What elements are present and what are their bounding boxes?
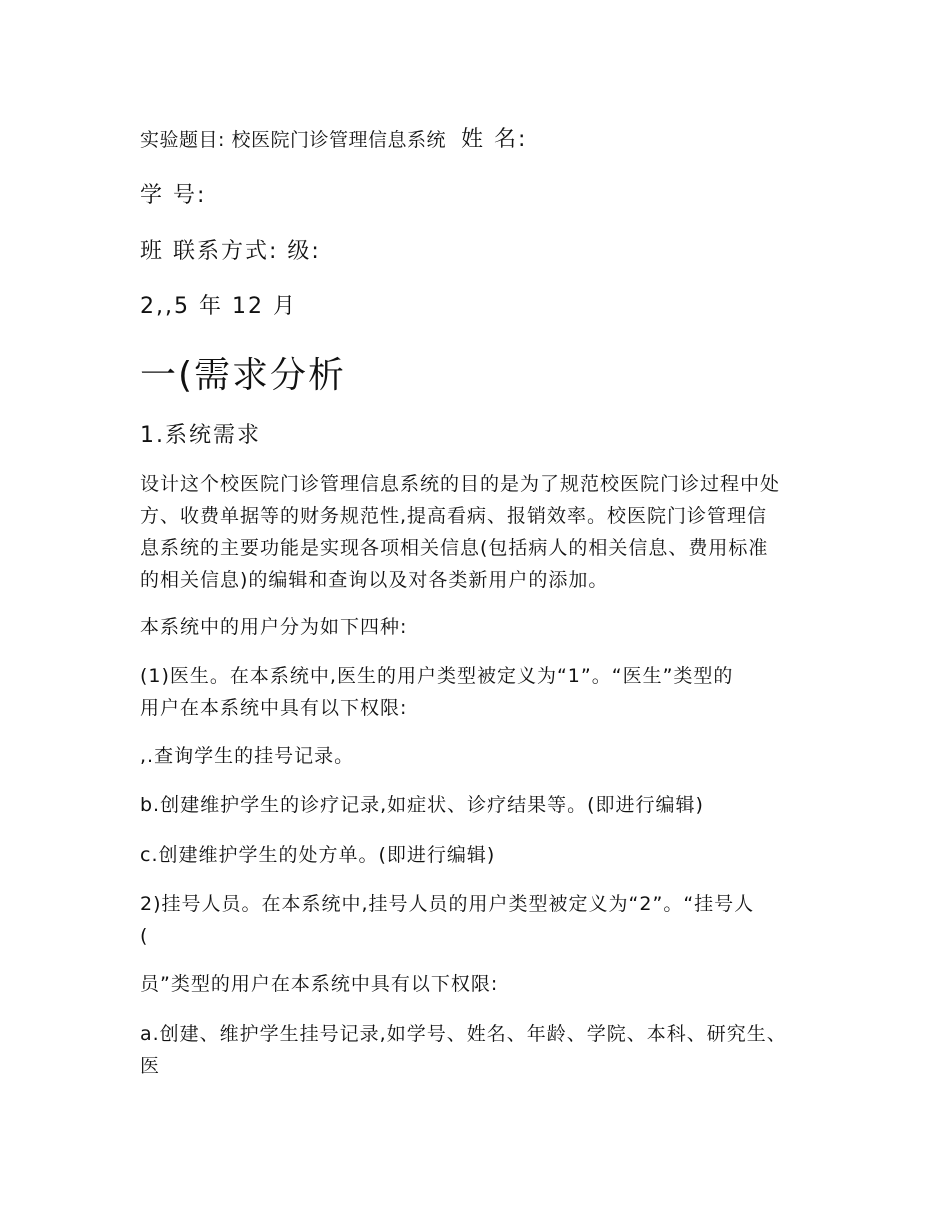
doctor-paragraph bbox=[140, 660, 820, 724]
registrar-line: 2)挂号人员。在本系统中,挂号人员的用户类型被定义为“2”。“挂号人 bbox=[140, 893, 755, 915]
intro-line: 息系统的主要功能是实现各项相关信息(包括病人的相关信息、费用标准 bbox=[140, 537, 769, 559]
intro-paragraph bbox=[140, 468, 820, 596]
registrar-item-a-line: a.创建、维护学生挂号记录,如学号、姓名、年龄、学院、本科、研究生、 bbox=[140, 1023, 787, 1045]
registrar-item-a bbox=[140, 1018, 820, 1082]
doctor-line: 用户在本系统中具有以下权限: bbox=[140, 697, 408, 719]
doctor-line: (1)医生。在本系统中,医生的用户类型被定义为“1”。“医生”类型的 bbox=[140, 665, 734, 687]
registrar-line: ( bbox=[140, 925, 149, 947]
user-intro bbox=[140, 611, 820, 643]
registrar-item-a-line: 医 bbox=[140, 1055, 161, 1077]
doctor-item-b-text: b.创建维护学生的诊疗记录,如症状、诊疗结果等。(即进行编辑) bbox=[140, 794, 704, 816]
registrar-continuation bbox=[140, 968, 820, 1000]
student-id-label: 学 号: bbox=[140, 183, 207, 208]
intro-line: 方、收费单据等的财务规范性,提高看病、报销效率。校医院门诊管理信 bbox=[140, 505, 768, 527]
name-label: 姓 名: bbox=[460, 127, 528, 152]
doctor-item-c bbox=[140, 839, 820, 871]
section-heading: 一(需求分析 bbox=[140, 355, 347, 396]
doctor-item-a bbox=[140, 740, 820, 772]
doctor-item-c-text: c.创建维护学生的处方单。(即进行编辑) bbox=[140, 844, 496, 866]
experiment-title: 实验题目: 校医院门诊管理信息系统 bbox=[140, 129, 446, 151]
title-line bbox=[140, 122, 527, 153]
sub-heading: 1.系统需求 bbox=[140, 423, 261, 448]
doctor-item-a-text: ,.查询学生的挂号记录。 bbox=[140, 745, 355, 767]
intro-line: 设计这个校医院门诊管理信息系统的目的是为了规范校医院门诊过程中处 bbox=[140, 473, 781, 495]
doctor-item-b bbox=[140, 789, 820, 821]
registrar-continuation-text: 员”类型的用户在本系统中具有以下权限: bbox=[140, 973, 499, 995]
intro-line: 的相关信息)的编辑和查询以及对各类新用户的添加。 bbox=[140, 569, 609, 591]
class-contact-label: 班 联系方式: 级: bbox=[140, 239, 321, 264]
user-intro-text: 本系统中的用户分为如下四种: bbox=[140, 616, 408, 638]
date-line: 2,,5 年 12 月 bbox=[140, 294, 297, 319]
registrar-paragraph bbox=[140, 888, 820, 952]
